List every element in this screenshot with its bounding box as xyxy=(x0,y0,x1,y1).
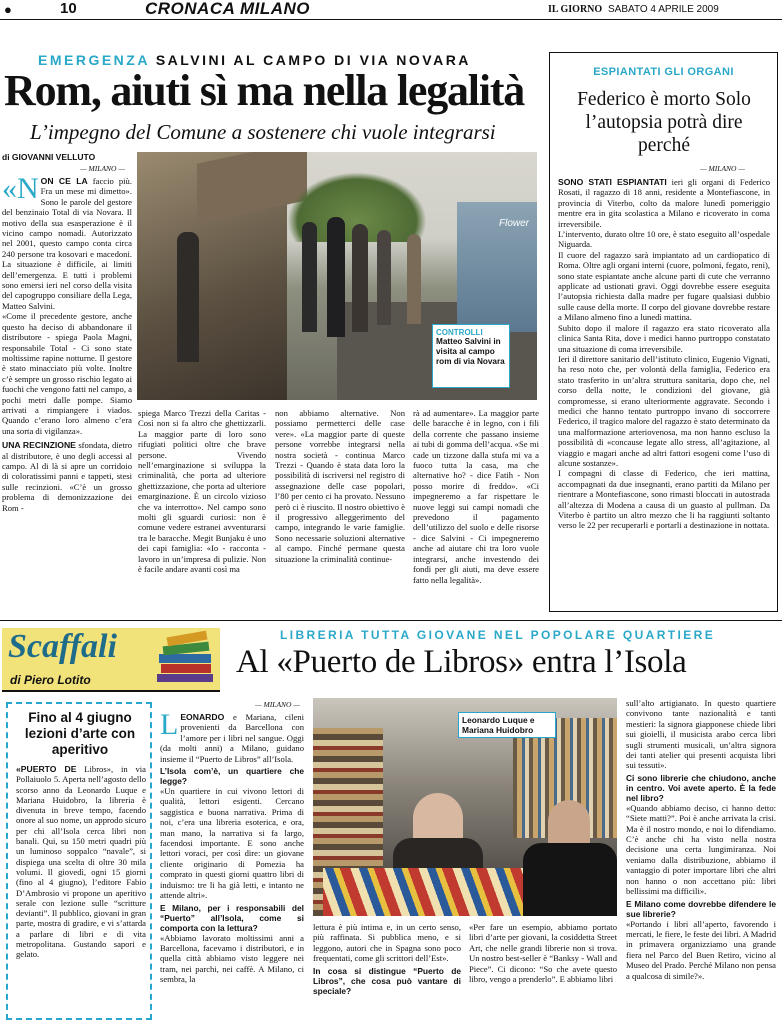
bottom-col-4: sull’alto artigianato. In questo quartiere convivono tante nazionalità e tanti mestieri: la signora giapponese chiede libri sui gioielli, il musicista arabo cerca libri sugli strumenti musicali, un’altra signora dei tanti atelier qui presenti acquista libri sui tessuti». Ci sono librerie che chiudono, anche in centro. Voi avete aperto. È la fede nel libro? «Quando abbiamo deciso, ci hanno detto: “Siete matti?”. Poi è anche arrivata la crisi. Ma è il nostro mondo, e noi lo difendiamo. C’è anche chi ha visto nella nostra decisione una certa lungimiranza. Noi veniamo dalla distribuzione, abbiamo il vantaggio di poter importare libri che altri non hanno o non accettano più: libri bellissimi ma difficili». E Milano come dovrebbe difendere le sue librerie? «Portando i libri all’aperto, favorendo i mercati, le fiere, le feste dei libri. A Madrid in primavera organizziamo una grande fiera nel Parco del Buen Retiro, vicino al Museo del Prado. Perché Milano non pensa a qualcosa di simile?». xyxy=(626,698,776,981)
top-col-3: non abbiamo alternative. Non possiamo permetterci delle case vere». «La maggior parte di queste persone vorrebbe integrarsi nella nostra società - continua Marco Trezzi - Quando è stata data loro la possibilità di iscriversi nel registro di assegnazione delle case popolari, l’80 per cento ci ha provato. Nessuno però ci è riuscito. Il nostro obiettivo è il progressivo alleggerimento del campo, integrando le varie famiglie. Sono necessarie soluzioni alternative al campo. Finché permane questa situazione la criminalità continue- xyxy=(275,408,405,564)
bottom-dateline: — MILANO — xyxy=(255,700,301,709)
page-header xyxy=(0,0,782,20)
bottom-col-3: «Per fare un esempio, abbiamo portato libri d’arte per giovani, la cosiddetta Street Art, che nelle grandi librerie non si trova. Un nostro best-seller è “Banksy - Wall and Piece”. Ci dicono: “So che avete questo libro, vengo a prenderlo”. E abbiamo libri xyxy=(469,922,617,985)
paper-name: IL GIORNO xyxy=(548,4,603,15)
top-dateline: — MILANO — xyxy=(80,164,126,173)
question-3: In cosa si distingue “Puerto de Libros”, che cosa può vantare di speciale? xyxy=(313,965,461,996)
top-col-1: «NON CE LA faccio più. Fra un mese mi dimetto». Sono le parole del gestore del benzinaio Total di via Novara. Il motivo della sua esasperazione è il vicino campo nomadi. Autorizzato nel 2001, questo campo conta circa 240 persone tra kosovari e macedoni. La situazione è difficile, ai limiti dell’emergenza. E tutti i problemi sono emersi ieri nel corso della visita del capogruppo consiliare della Lega, Matteo Salvini. «Come il precedente gestore, anche questo ha deciso di abbandonare il distributore - spiega Paola Magni, responsabile Total - Ci sono state moltissime rapine notturne. Il gestore è stato minacciato più volte. Inoltre c’è sempre un grosso rischio legato ai fuochi che vengono fatti nel campo, a pochi metri dalle pompe. Siamo arrivati a rimpiangere i viados. Quando c’erano loro almeno c’era una sorta di vigilanza». UNA RECINZIONE sfondata, dietro al distributore, è uno degli accessi al campo. Al di là si apre un corridoio di coloratissimi panni e tappeti, stesi sulle recinzioni. «C’è un grosso problema di demonizzazione dei Rom - xyxy=(2,176,132,513)
bottom-headline: Al «Puerto de Libros» entra l’Isola xyxy=(236,644,687,680)
rubric-author: di Piero Lotito xyxy=(10,673,91,687)
caption-title: CONTROLLI xyxy=(436,328,483,337)
side-body: SONO STATI ESPIANTATI ieri gli organi di Federico Rosati, il ragazzo di 18 anni, residente a Montefiascone, in provincia di Viterbo, colto da malore lunedì pomeriggio mentre era in gita scolastica a Milano e ricoverato in coma irreversibile. L’intervento, durato oltre 10 ore, è stato eseguito all’ospedale Niguarda. Il cuore del ragazzo sarà impiantato ad un cardiopatico di Roma. Oltre agli organi interni (cuore, polmoni, fegato, reni), sono state espiantate anche alcune parti di cute che verranno applicate ad ustionati gravi. Oggi dovrebbe essere eseguita l’autopsia richiesta dalla madre per fugare qualsiasi dubbio sulle cause della morte. Il corpo del giovane dovrebbe restare a Milano almeno fino a lunedì mattina. Subito dopo il malore il ragazzo era stato ricoverato alla clinica Santa Rita, dove i medici hanno purtroppo constatato una situazione di coma irreversibile. Ieri il direttore sanitario dell’istituto clinico, Eugenio Vignati, ha reso noto che, per volontà della famiglia, Federico era stato trasferito in un’altra struttura sanitaria, dopo che, nel corso della notte, le condizioni del giovane, già compromesse, si erano ulteriormente aggravate. Secondo i medici che hanno tentato purtroppo invano di soccorrere Federico, il tragico malore del ragazzo è stato determinato da una malformazione arteriovenosa, ma non hanno escluso la possibilità di «concause legate allo stress, all’agitazione, al viaggio e magari anche ad altri fattori esogeni come l’uso di alcune sostanze». I compagni di classe di Federico, che ieri mattina, accompagnati da due insegnanti, erano partiti da Milano per rientrare a Montefiascone, sono rimasti bloccati in autostrada all’altezza di Modena a causa di un guasto al pullman. Da Viterbo è partito un altro mezzo che li ha raggiunti soltanto verso le 22 per recuperarli e portarli a destinazione in nottata. xyxy=(558,177,770,531)
bookstore-photo-caption: Leonardo Luque e Mariana Huidobro xyxy=(458,712,556,738)
salvini-camp-photo xyxy=(137,152,537,400)
photo-sign: Flower xyxy=(499,218,530,229)
bookstore-photo xyxy=(313,698,617,916)
header-arrow-icon: ● xyxy=(4,2,12,17)
info-box: Fino al 4 giugno lezioni d’arte con aperitivo «PUERTO DE Libros», in via Pollaiuolo 5. Aperta nell’agosto dello scorso anno da Leonardo Luque e Mariana Huidobro, la libreria è divenuta in breve tempo, facendo onore al suo nome, un approdo sicuro per chi all’Isola cerca libri non banali. Qui, su 150 metri quadri più un luminoso soppalco “navale”, si dispiega una scelta di oltre 30 mila volumi. Il giovedì, ogni 15 giorni (fino al 4 giugno), l’editore Fabio D’Ambrosio vi propone un aperitivo serale con lezione sulle “scritture devianti”. Il pubblico, giovani in gran parte, mostra di gradire, e vi s’attarda a parlare di libri e di vita metropolitana. Gustando sapori e gelato. xyxy=(6,702,152,1020)
bottom-col-1: LEONARDO e Mariana, cileni provenienti da Barcellona con l’amore per i libri nel sangue. Oggi (da molti anni) a Milano, guidano insieme il “Puerto de Libros” all’Isola. L’Isola com’è, un quartiere che legge? «Un quartiere in cui vivono lettori di qualità, lettori esigenti. Cercano saggistica e buona narrativa. Prima di noi, c’era una libreria esoterica, e ora, man mano, la narrativa si fa largo, facendosi importante. E sono anche lettori voraci, per così dire: un giovane cliente originario di Pomezia ha comprato in questi giorni quattro libri di induismo: tre li ha già letti, e intanto ne attende altri». E Milano, per i responsabili del “Puerto” all’Isola, come si comporta con la lettura? «Abbiamo lavorato moltissimi anni a Barcellona, facevamo i distributori, e in quella città abbiamo visto leggere nei tram, nei parchi, nei caffè. A Milano, ci sembra, la xyxy=(160,712,304,985)
top-col-4: rà ad aumentare». La maggior parte delle baracche è in legno, con i fili della corrente che passano insieme ai tubi di gomma dell’acqua. «Se mi cade un tizzone dalla stufa mi va a fuoco tutta la casa, ma che alternative ho? - dice Fatih - Non posso morire di freddo». «Ci impegneremo a far rispettare le nuove leggi sui campi nomadi che prevedono il pagamento dell’utilizzo del suolo e delle risorse - dice Salvini - Ci impegneremo anche ad aiutare chi tra loro vuole integrarsi, anche investendo dei fondi per gli aiuti, ma deve essere fatto nella legalità». xyxy=(413,408,539,585)
question-4: Ci sono librerie che chiudono, anche in centro. Voi avete aperto. È la fede nel libro? xyxy=(626,772,776,803)
drop-cap-l: L xyxy=(160,712,179,741)
top-subhead: L’impegno del Comune a sostenere chi vuole integrarsi xyxy=(30,120,496,144)
top-col-2: spiega Marco Trezzi della Caritas - Così non si fa altro che ghettizzarli. La maggior parte di loro sono rifugiati politici oltre che brave persone. Vivendo nell’emarginazione si sviluppa la criminalità, che porta ad ulteriore ghettizzazione, che porta ad ulteriore emarginazione. È un circolo vizioso che va interrotto». Nel campo sono molti gli sguardi curiosi: non è comune vedere estranei avventurarsi tra le baracche. Megit Bunjaku è uno dei capi famiglia: «Io - racconta - lavoro in un’impresa di pulizie. Non è facile andare avanti così ma xyxy=(138,408,266,575)
page-number: 10 xyxy=(60,0,77,17)
side-kicker: ESPIANTATI GLI ORGANI xyxy=(593,66,734,78)
drop-cap: «N xyxy=(2,176,39,205)
top-headline: Rom, aiuti sì ma nella legalità xyxy=(4,66,525,115)
side-dateline: — MILANO — xyxy=(700,164,746,173)
issue-date: SABATO 4 APRILE 2009 xyxy=(608,4,719,15)
section-title: CRONACA MILANO xyxy=(145,0,311,18)
photo-caption-box xyxy=(432,324,510,388)
info-box-title: Fino al 4 giugno lezioni d’arte con aperitivo xyxy=(24,710,136,757)
kicker-text: SALVINI AL CAMPO DI VIA NOVARA xyxy=(155,52,471,68)
rubric-title: Scaffali xyxy=(8,628,117,665)
rubric-box xyxy=(2,628,220,692)
question-1: L’Isola com’è, un quartiere che legge? xyxy=(160,766,304,787)
question-2: E Milano, per i responsabili del “Puerto” all’Isola, come si comporta con la lettura? xyxy=(160,902,304,933)
bottom-kicker: LIBRERIA TUTTA GIOVANE NEL POPOLARE QUARTIERE xyxy=(280,628,716,642)
bottom-col-2: lettura è più intima e, in un certo senso, più raffinata. Si pubblica meno, e si leggono, autori che in Spagna sono poco frequentati, come gli scrittori dell’Est». In cosa si distingue “Puerto de Libros”, che cosa può vantare di speciale? xyxy=(313,922,461,996)
section-divider xyxy=(0,620,782,621)
top-byline: di GIOVANNI VELLUTO xyxy=(2,152,96,162)
side-headline: Federico è morto Solo l’autopsia potrà dire perché xyxy=(577,89,751,156)
caption-text: Matteo Salvini in visita al campo rom di via Novara xyxy=(436,337,505,366)
kicker-label: EMERGENZA xyxy=(38,52,150,68)
books-icon xyxy=(157,634,215,682)
question-5: E Milano come dovrebbe difendere le sue librerie? xyxy=(626,898,776,919)
